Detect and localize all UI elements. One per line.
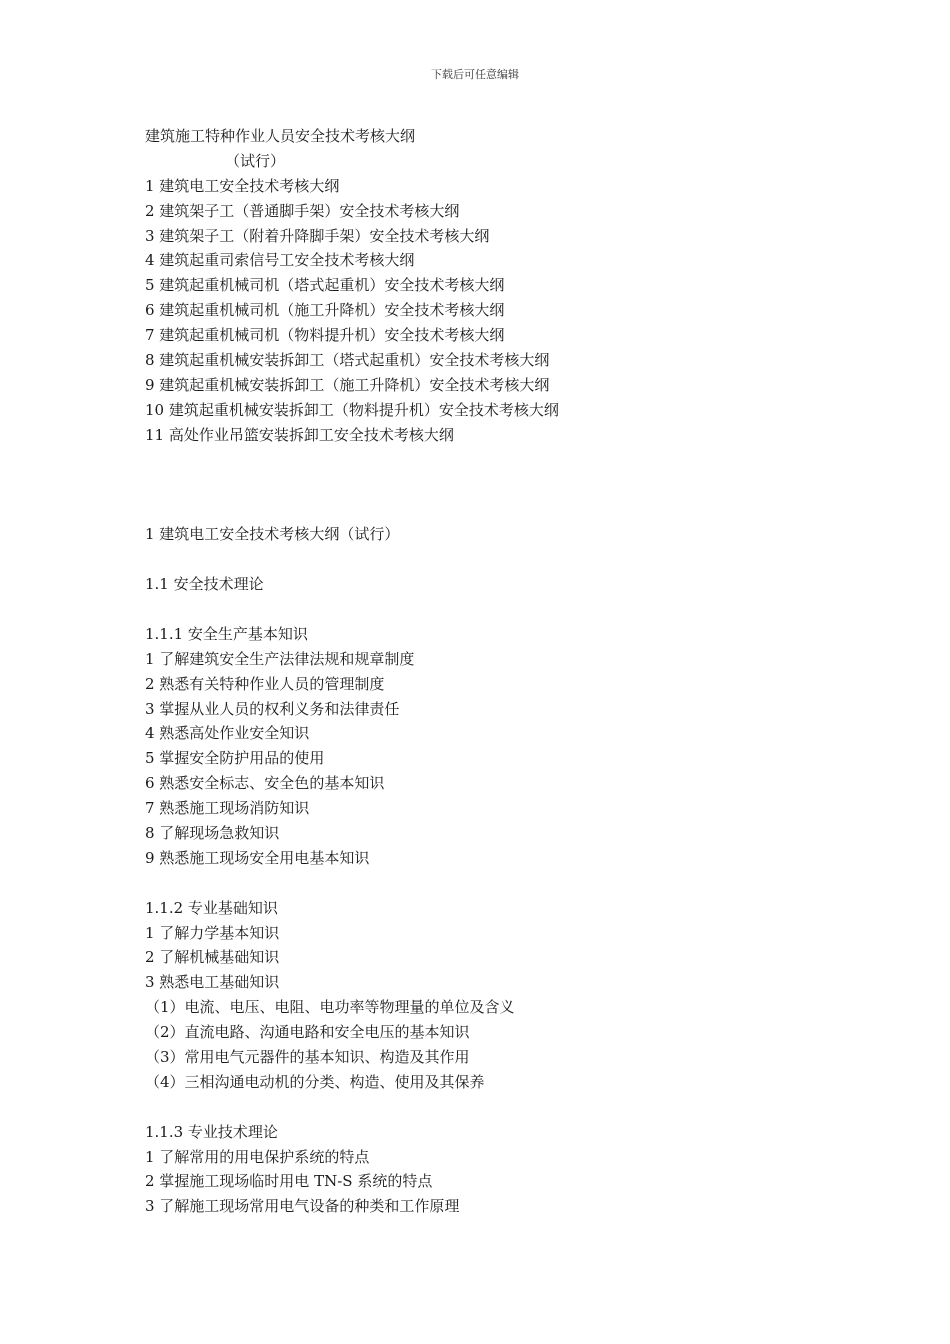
list-item: 2 熟悉有关特种作业人员的管理制度	[145, 674, 385, 693]
subsection-heading: 1.1.1 安全生产基本知识	[145, 624, 308, 643]
list-item: 1 了解建筑安全生产法律法规和规章制度	[145, 649, 415, 668]
document-subtitle: （试行）	[225, 151, 286, 170]
toc-item: 4 建筑起重司索信号工安全技术考核大纲	[145, 251, 415, 270]
page-header-note: 下载后可任意编辑	[431, 68, 519, 81]
list-item: 1 了解常用的用电保护系统的特点	[145, 1147, 370, 1166]
list-item: 3 了解施工现场常用电气设备的种类和工作原理	[145, 1197, 460, 1216]
list-item: 9 熟悉施工现场安全用电基本知识	[145, 848, 370, 867]
toc-item: 7 建筑起重机械司机（物料提升机）安全技术考核大纲	[145, 326, 505, 345]
subsection-heading: 1.1 安全技术理论	[145, 575, 264, 594]
toc-item: 8 建筑起重机械安装拆卸工（塔式起重机）安全技术考核大纲	[145, 351, 550, 370]
subsection-heading: 1.1.3 专业技术理论	[145, 1122, 278, 1141]
subsection-heading: 1.1.2 专业基础知识	[145, 898, 278, 917]
list-item: 8 了解现场急救知识	[145, 823, 280, 842]
table-of-contents	[145, 174, 825, 448]
list-item: 1 了解力学基本知识	[145, 923, 280, 942]
list-item: 6 熟悉安全标志、安全色的基本知识	[145, 774, 385, 793]
list-item: 7 熟悉施工现场消防知识	[145, 799, 310, 818]
toc-item: 1 建筑电工安全技术考核大纲	[145, 176, 340, 195]
toc-item: 9 建筑起重机械安装拆卸工（施工升降机）安全技术考核大纲	[145, 375, 550, 394]
list-item: 3 熟悉电工基础知识	[145, 973, 280, 992]
list-safety-basics	[145, 647, 825, 871]
document-title: 建筑施工特种作业人员安全技术考核大纲	[145, 127, 416, 145]
toc-item: 2 建筑架子工（普通脚手架）安全技术考核大纲	[145, 201, 460, 220]
list-item: 2 了解机械基础知识	[145, 948, 280, 967]
list-subitem: （4）三相沟通电动机的分类、构造、使用及其保养	[145, 1072, 485, 1091]
list-subitem: （1）电流、电压、电阻、电功率等物理量的单位及含义	[145, 998, 515, 1017]
list-item: 5 掌握安全防护用品的使用	[145, 749, 325, 768]
list-item: 2 掌握施工现场临时用电 TN-S 系统的特点	[145, 1172, 433, 1191]
toc-item: 3 建筑架子工（附着升降脚手架）安全技术考核大纲	[145, 226, 490, 245]
toc-item: 6 建筑起重机械司机（施工升降机）安全技术考核大纲	[145, 301, 505, 320]
list-subitem: （3）常用电气元器件的基本知识、构造及其作用	[145, 1047, 470, 1066]
list-professional-basics	[145, 921, 825, 1095]
section-title: 1 建筑电工安全技术考核大纲（试行）	[145, 525, 400, 544]
list-item: 3 掌握从业人员的权利义务和法律责任	[145, 699, 400, 718]
list-professional-theory	[145, 1145, 825, 1220]
toc-item: 10 建筑起重机械安装拆卸工（物料提升机）安全技术考核大纲	[145, 400, 559, 419]
list-subitem: （2）直流电路、沟通电路和安全电压的基本知识	[145, 1023, 470, 1042]
toc-item: 5 建筑起重机械司机（塔式起重机）安全技术考核大纲	[145, 276, 505, 295]
toc-item: 11 高处作业吊篮安装拆卸工安全技术考核大纲	[145, 425, 454, 444]
list-item: 4 熟悉高处作业安全知识	[145, 724, 310, 743]
document-body	[145, 124, 825, 1219]
